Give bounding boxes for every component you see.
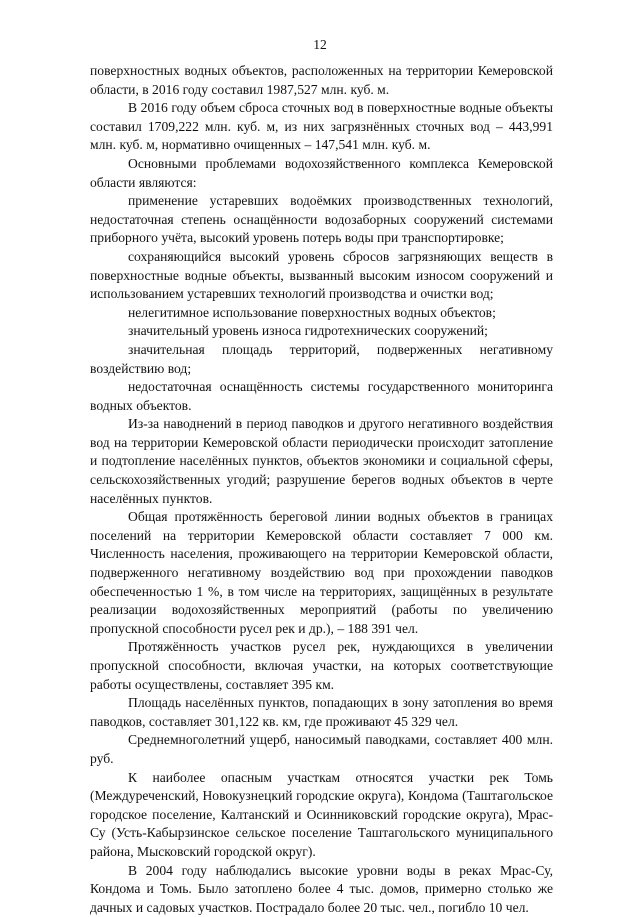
paragraph-floods: Из-за наводнений в период паводков и другого негативного воздействия вод на территории Кемеровской области периодически происходит затопление и подтопление населённых пунктов, объектов экономики и социальной сферы, сельскохозяйственных угодий; разрушение берегов водных объектов в черте населённых пунктов.: [90, 416, 553, 506]
list-item-illegitimate-use: нелегитимное использование поверхностных водных объектов;: [128, 304, 496, 320]
paragraph-2004-flood: В 2004 году наблюдались высокие уровни воды в реках Мрас-Су, Кондома и Томь. Было затоплено более 4 тыс. домов, примерно столько же дачных и садовых участков. Пострадало более 20 тыс. чел., погибло 10 чел.: [90, 862, 553, 915]
list-item-pollutant-discharge: сохраняющийся высокий уровень сбросов загрязняющих веществ в поверхностные водные объекты, вызванный высоким износом сооружений и использованием устаревших технологий производства и очистки вод;: [90, 248, 553, 302]
paragraph-flood-zone-area: Площадь населённых пунктов, попадающих в зону затопления во время паводков, составляет 301,122 кв. км, где проживают 45 329 чел.: [90, 695, 553, 729]
paragraph-surface-water-intake: поверхностных водных объектов, расположенных на территории Кемеровской области, в 2016 году составил 1987,527 млн. куб. м.: [90, 63, 553, 97]
list-item-hydraulic-wear: значительный уровень износа гидротехнических сооружений;: [128, 323, 488, 339]
list-item-negative-impact-area: значительная площадь территорий, подверженных негативному воздействию вод;: [90, 341, 553, 376]
list-item-outdated-technologies: применение устаревших водоёмких производственных технологий, недостаточная степень оснащённости водозаборных сооружений системами приборного учёта, высокий уровень потерь воды при транспортировке;: [90, 193, 553, 246]
paragraph-average-damage: Среднемноголетний ущерб, наносимый паводками, составляет 400 млн. руб.: [90, 732, 553, 766]
document-body: [90, 62, 553, 917]
paragraph-riverbed-sections: Протяжённость участков русел рек, нуждающихся в увеличении пропускной способности, включая участки, на которых соответствующие работы осуществлены, составляет 395 км.: [90, 639, 553, 692]
paragraph-shoreline-population: Общая протяжённость береговой линии водных объектов в границах поселений на территории Кемеровской области составляет 7 000 км. Численность населения, проживающего на территории Кемеровской области, подверженного негативному воздействию вод при прохождении паводков обеспеченностью 1 %, в том числе на территориях, защищённых в результате реализации водохозяйственных мероприятий (работы по увеличению пропускной способности русел рек и др.), – 188 391 чел.: [90, 509, 553, 636]
page-number: 12: [313, 37, 327, 52]
paragraph-main-problems-intro: Основными проблемами водохозяйственного комплекса Кемеровской области являются:: [90, 155, 553, 190]
paragraph-wastewater-discharge: В 2016 году объем сброса сточных вод в поверхностные водные объекты составил 1709,222 млн. куб. м, из них загрязнённых сточных вод – 443,991 млн. куб. м, нормативно очищенных – 147,541 млн. куб. м.: [90, 100, 553, 153]
list-item-monitoring: недостаточная оснащённость системы государственного мониторинга водных объектов.: [90, 379, 553, 413]
paragraph-dangerous-sections: К наиболее опасным участкам относятся участки рек Томь (Междуреченский, Новокузнецкий городские округа), Кондома (Таштагольское городское поселение, Калтанский и Осинниковский городские округа), Мрас-Су (Усть-Кабырзинское сельское поселение Таштагольского муниципального района, Мысковский городской округ).: [90, 769, 553, 859]
